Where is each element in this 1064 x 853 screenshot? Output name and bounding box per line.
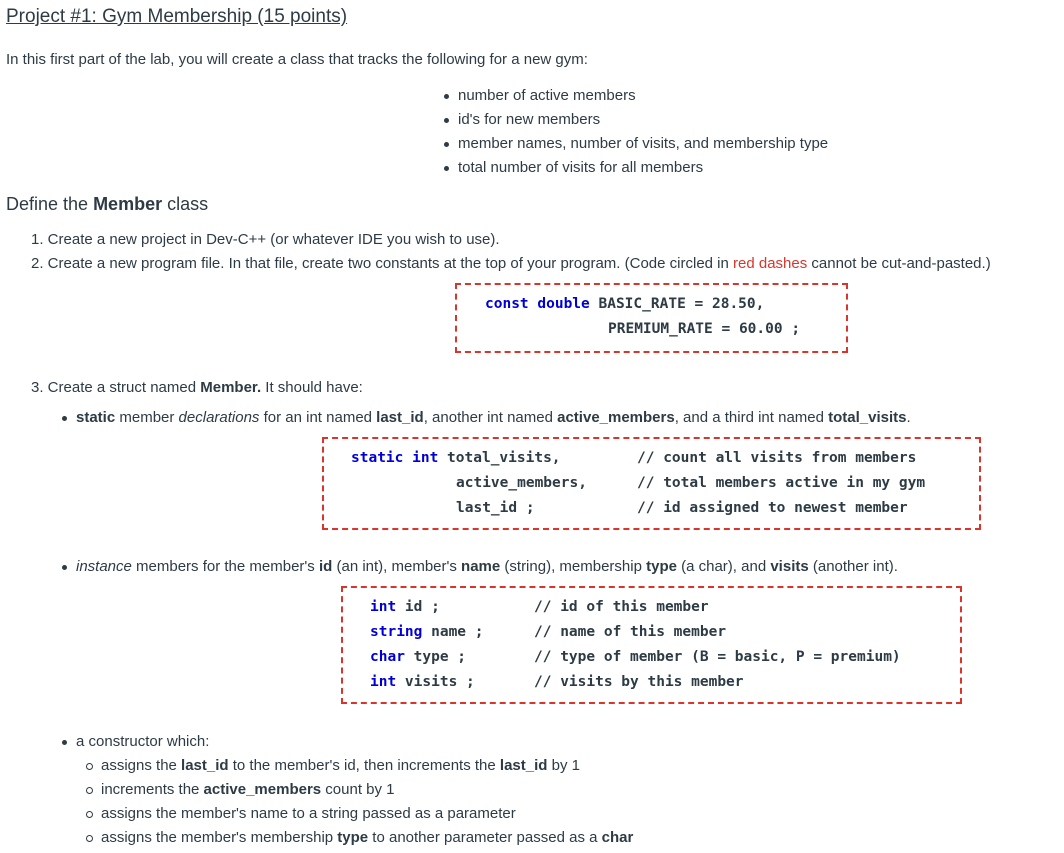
instance-members-item: instance members for the member's id (an int), member's name (string), membership type (a char), and visits (another int). [76,558,898,575]
bullet-icon [444,166,449,171]
bullet-icon [62,416,67,421]
intro-text: In this first part of the lab, you will create a class that tracks the following for a new gym: [6,51,588,68]
code-comment: // id of this member [534,599,709,615]
circle-bullet-icon [86,835,93,842]
circle-bullet-icon [86,787,93,794]
bullet-icon [444,118,449,123]
code-line: int visits ; [370,674,475,690]
bullet-icon [62,565,67,570]
code-line: last_id ; [456,500,535,516]
bullet-icon [444,94,449,99]
step-1: 1. Create a new project in Dev-C++ (or whatever IDE you wish to use). [31,231,500,248]
section-heading: Define the Member class [6,194,209,214]
code-line: PREMIUM_RATE = 60.00 ; [608,321,801,337]
code-comment: // id assigned to newest member [637,500,908,516]
code-comment: // name of this member [534,624,727,640]
list-item: assigns the member's name to a string passed as a parameter [101,805,516,822]
code-line: active_members, [456,475,587,491]
static-members-item: static member declarations for an int named last_id, another int named active_members, and a third int named total_visits. [76,409,911,426]
circle-bullet-icon [86,811,93,818]
page-title: Project #1: Gym Membership (15 points) [6,6,348,27]
list-item: id's for new members [458,111,601,128]
code-line: int id ; [370,599,440,615]
code-comment: // total members active in my gym [637,475,926,491]
code-box-constants [455,283,848,353]
bullet-icon [444,142,449,147]
code-line: string name ; [370,624,484,640]
list-item: assigns the member's membership type to another parameter passed as a char [101,829,634,846]
list-item: number of active members [458,87,636,104]
list-item: assigns the last_id to the member's id, then increments the last_id by 1 [101,757,580,774]
step-3: 3. Create a struct named Member. It should have: [31,379,363,396]
code-line: const double BASIC_RATE = 28.50, [485,296,765,312]
code-line: char type ; [370,649,467,665]
code-comment: // visits by this member [534,674,744,690]
list-item: member names, number of visits, and membership type [458,135,829,152]
code-line: static int total_visits, [351,450,561,466]
list-item: total number of visits for all members [458,159,704,176]
list-item: increments the active_members count by 1 [101,781,395,798]
step-2: 2. Create a new program file. In that file, create two constants at the top of your program. (Code circled in red dashes cannot be cut-and-pasted.) [31,255,991,272]
bullet-icon [62,740,67,745]
code-comment: // type of member (B = basic, P = premium) [534,649,901,665]
constructor-item: a constructor which: [76,733,210,750]
code-comment: // count all visits from members [637,450,917,466]
circle-bullet-icon [86,763,93,770]
